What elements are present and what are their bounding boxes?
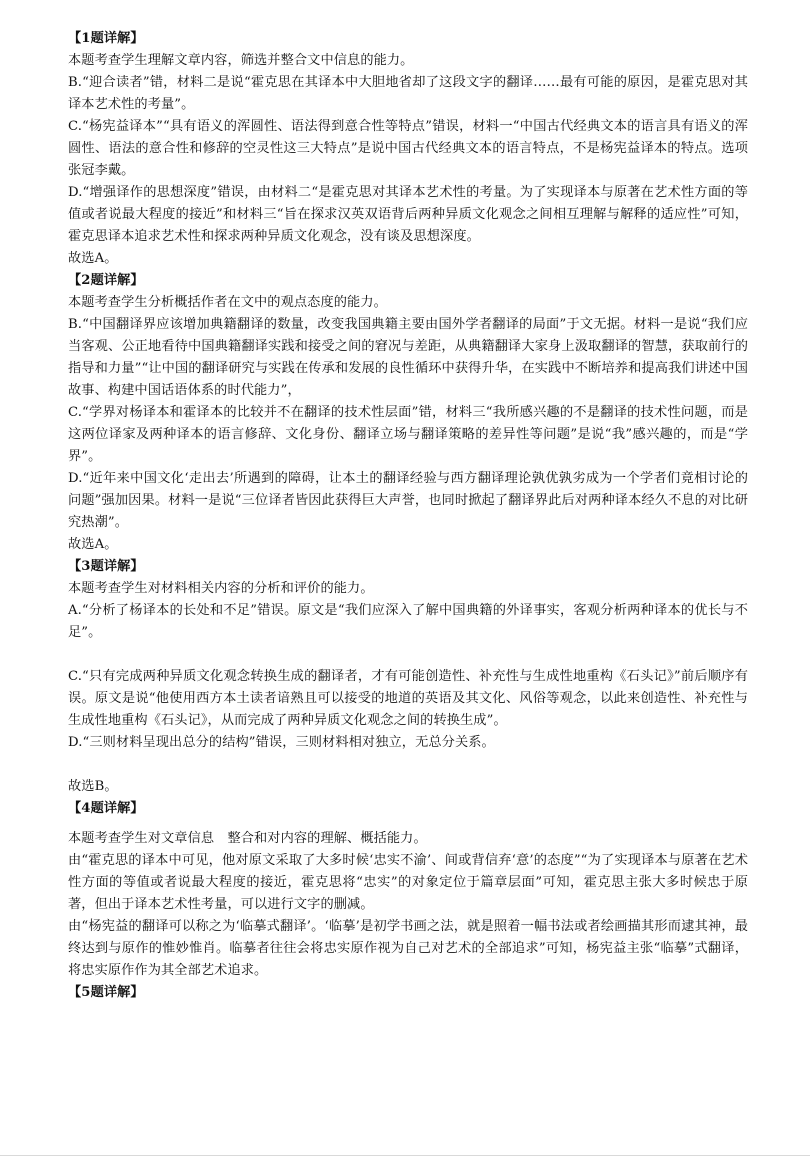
paragraph: D.“三则材料呈现出总分的结构”错误，三则材料相对独立，无总分关系。 [68, 735, 495, 750]
paragraph: 故选B。 [68, 779, 118, 794]
section-heading-2: 【2题详解】 [68, 273, 144, 288]
paragraph: 故选A。 [68, 251, 118, 266]
paragraph: D.“近年来中国文化‘走出去’所遇到的障碍，让本土的翻译经验与西方翻译理论孰优孰劣成为一个学者们竟相讨论的问题”强加因果。材料一是说“三位译者皆因此获得巨大声誉，也同时掀起了翻译界此后对两种译本经久不息的对比研究热潮”。 [68, 471, 748, 530]
paragraph: 由“杨宪益的翻译可以称之为‘临摹式翻译’。‘临摹’是初学书画之法，就是照着一幅书法或者绘画描其形而逮其神，最终达到与原作的惟妙惟肖。临摹者往往会将忠实原作视为自己对艺术的全部追求”可知，杨宪益主张“临摹”式翻译，将忠实原作作为其全部艺术追求。 [68, 919, 748, 978]
paragraph: 故选A。 [68, 537, 118, 552]
paragraph: D.“增强译作的思想深度”错误，由材料二“是霍克思对其译本艺术性的考量。为了实现译本与原著在艺术性方面的等值或者说最大程度的接近”和材料三“旨在探求汉英双语背后两种异质文化观念之间相互理解与解释的适应性”可知，霍克思译本追求艺术性和探求两种异质文化观念，没有谈及思想深度。 [68, 185, 748, 244]
section-heading-4: 【4题详解】 [68, 801, 144, 816]
paragraph: C.“学界对杨译本和霍译本的比较并不在翻译的技术性层面”错，材料三“我所感兴趣的不是翻译的技术性问题，而是这两位译家及两种译本的语言修辞、文化身份、翻译立场与翻译策略的差异性等问题”是说“我”感兴趣的，而是“学界”。 [68, 405, 748, 464]
document-body [68, 28, 748, 1004]
paragraph: 由“霍克思的译本中可见，他对原文采取了大多时候‘忠实不渝’、间或背信弃‘意’的态度”“为了实现译本与原著在艺术性方面的等值或者说最大程度的接近，霍克思将“忠实”的对象定位于篇章层面”可知，霍克思主张大多时候忠于原著，但出于译本艺术性考量，可以进行文字的删减。 [68, 853, 748, 912]
section-heading-3: 【3题详解】 [68, 559, 144, 574]
page-bottom-border [0, 1155, 810, 1156]
paragraph: 本题考查学生分析概括作者在文中的观点态度的能力。 [68, 295, 387, 310]
section-heading-1: 【1题详解】 [68, 31, 144, 46]
paragraph: B.“中国翻译界应该增加典籍翻译的数量，改变我国典籍主要由国外学者翻译的局面”于文无据。材料一是说“我们应当客观、公正地看待中国典籍翻译实践和接受之间的窘况与差距，从典籍翻译大家身上汲取翻译的智慧，获取前行的指导和力量”“让中国的翻译研究与实践在传承和发展的良性循环中获得升华，在实践中不断培养和提高我们讲述中国故事、构建中国话语体系的时代能力”， [68, 317, 748, 398]
section-heading-5: 【5题详解】 [68, 985, 144, 1000]
blank-spacer [68, 644, 748, 666]
blank-spacer [68, 820, 748, 828]
paragraph: 本题考查学生理解文章内容，筛选并整合文中信息的能力。 [68, 53, 414, 68]
paragraph: B.“迎合读者”错，材料二是说“霍克思在其译本中大胆地省却了这段文字的翻译……最有可能的原因，是霍克思对其译本艺术性的考量”。 [68, 75, 748, 112]
paragraph: C.“杨宪益译本”“具有语义的浑圆性、语法得到意合性等特点”错误，材料一“中国古代经典文本的语言具有语义的浑圆性、语法的意合性和修辞的空灵性这三大特点”是说中国古代经典文本的语言特点，不是杨宪益译本的特点。选项张冠李戴。 [68, 119, 748, 178]
blank-spacer [68, 754, 748, 776]
paragraph: 本题考查学生对材料相关内容的分析和评价的能力。 [68, 581, 374, 596]
paragraph: 本题考查学生对文章信息 整合和对内容的理解、概括能力。 [68, 831, 427, 846]
paragraph: C.“只有完成两种异质文化观念转换生成的翻译者，才有可能创造性、补充性与生成性地重构《石头记》”前后顺序有误。原文是说“他使用西方本土读者谙熟且可以接受的地道的英语及其文化、风俗等观念，以此来创造性、补充性与生成性地重构《石头记》，从而完成了两种异质文化观念之间的转换生成”。 [68, 669, 748, 728]
paragraph: A.“分析了杨译本的长处和不足”错误。原文是“我们应深入了解中国典籍的外译事实，客观分析两种译本的优长与不足”。 [68, 603, 748, 640]
